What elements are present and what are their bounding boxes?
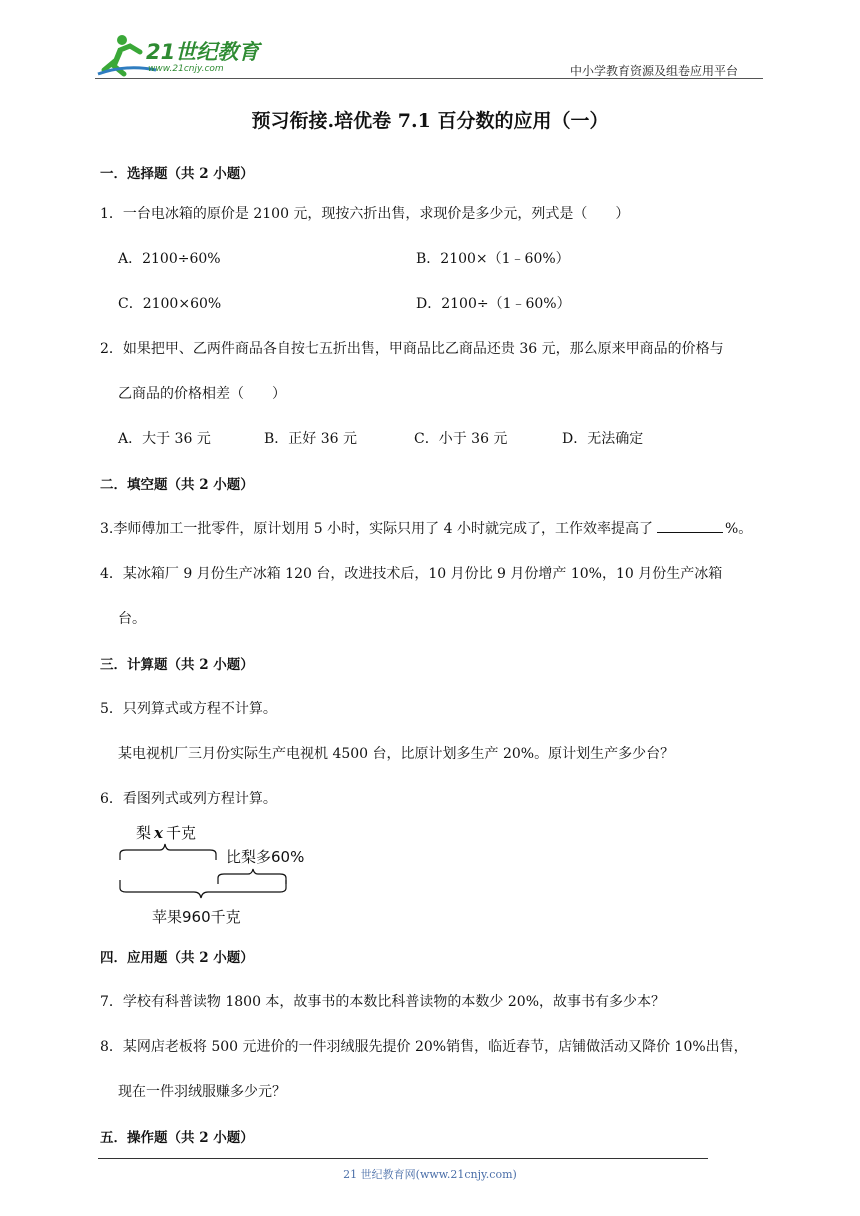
question-4-stem-line2: 台。 bbox=[118, 611, 146, 627]
question-6-stem: 6．看图列式或列方程计算。 bbox=[100, 791, 277, 807]
question-2-option-d: D．无法确定 bbox=[562, 431, 644, 447]
more-label: 比梨多60% bbox=[226, 848, 305, 866]
question-7-stem: 7．学校有科普读物 1800 本，故事书的本数比科普读物的本数少 20%，故事书有多少本？ bbox=[100, 994, 666, 1010]
question-1-stem: 1．一台电冰箱的原价是 2100 元，现按六折出售，求现价是多少元，列式是（ ） bbox=[100, 206, 630, 222]
question-8-stem-line1: 8．某网店老板将 500 元进价的一件羽绒服先提价 20%销售，临近春节，店铺做活动又降价 10%出售， bbox=[100, 1039, 748, 1055]
question-5-body: 某电视机厂三月份实际生产电视机 4500 台，比原计划多生产 20%。原计划生产多少台？ bbox=[118, 746, 675, 762]
section-heading-fill: 二．填空题（共 2 小题） bbox=[100, 477, 254, 493]
question-1-option-c: C．2100×60% bbox=[118, 296, 222, 312]
section-heading-calc: 三．计算题（共 2 小题） bbox=[100, 657, 254, 673]
question-3-stem: 3.李师傅加工一批零件，原计划用 5 小时，实际只用了 4 小时就完成了，工作效率提高了 bbox=[100, 521, 653, 537]
pear-label: 梨 bbox=[136, 824, 152, 842]
question-1-option-a: A．2100÷60% bbox=[118, 251, 221, 267]
footer-text: 21 世纪教育网(www.21cnjy.com) bbox=[343, 1168, 517, 1181]
segment-diagram bbox=[112, 818, 312, 930]
question-3-suffix: %。 bbox=[724, 521, 753, 537]
question-3 bbox=[100, 518, 752, 538]
question-4-stem-line1: 4．某冰箱厂 9 月份生产冰箱 120 台，改进技术后，10 月份比 9 月份增产 10%，10 月份生产冰箱 bbox=[100, 566, 723, 582]
question-6-diagram bbox=[112, 818, 312, 930]
footer-divider bbox=[98, 1158, 708, 1159]
question-2-option-c: C．小于 36 元 bbox=[414, 431, 508, 447]
header-platform-text: 中小学教育资源及组卷应用平台 bbox=[570, 64, 739, 78]
apple-label: 苹果960千克 bbox=[152, 908, 241, 926]
site-logo bbox=[96, 30, 266, 80]
question-2-stem-line2: 乙商品的价格相差（ ） bbox=[118, 386, 286, 402]
header-divider bbox=[95, 78, 763, 79]
question-2-stem-line1: 2．如果把甲、乙两件商品各自按七五折出售，甲商品比乙商品还贵 36 元，那么原来甲商品的价格与 bbox=[100, 341, 724, 357]
pear-brace bbox=[120, 844, 216, 860]
question-1-option-b: B．2100×（1﹣60%） bbox=[416, 251, 570, 267]
section-heading-application: 四．应用题（共 2 小题） bbox=[100, 950, 254, 966]
extra-brace bbox=[218, 869, 286, 884]
question-3-blank bbox=[657, 520, 723, 533]
section-heading-choice: 一．选择题（共 2 小题） bbox=[100, 166, 254, 182]
question-1-option-d: D．2100÷（1﹣60%） bbox=[416, 296, 571, 312]
question-5-stem: 5．只列算式或方程不计算。 bbox=[100, 701, 277, 717]
question-8-stem-line2: 现在一件羽绒服赚多少元？ bbox=[118, 1084, 286, 1100]
pear-variable: x bbox=[154, 824, 163, 842]
pear-unit: 千克 bbox=[166, 824, 197, 842]
logo-main-text: 21世纪教育 bbox=[146, 40, 260, 64]
apple-brace bbox=[120, 880, 286, 898]
question-2-option-a: A．大于 36 元 bbox=[118, 431, 211, 447]
section-heading-operation: 五．操作题（共 2 小题） bbox=[100, 1130, 254, 1146]
logo-url-text: www.21cnjy.com bbox=[148, 64, 224, 74]
page-title: 预习衔接.培优卷 7.1 百分数的应用（一） bbox=[251, 110, 609, 132]
question-2-option-b: B．正好 36 元 bbox=[264, 431, 358, 447]
